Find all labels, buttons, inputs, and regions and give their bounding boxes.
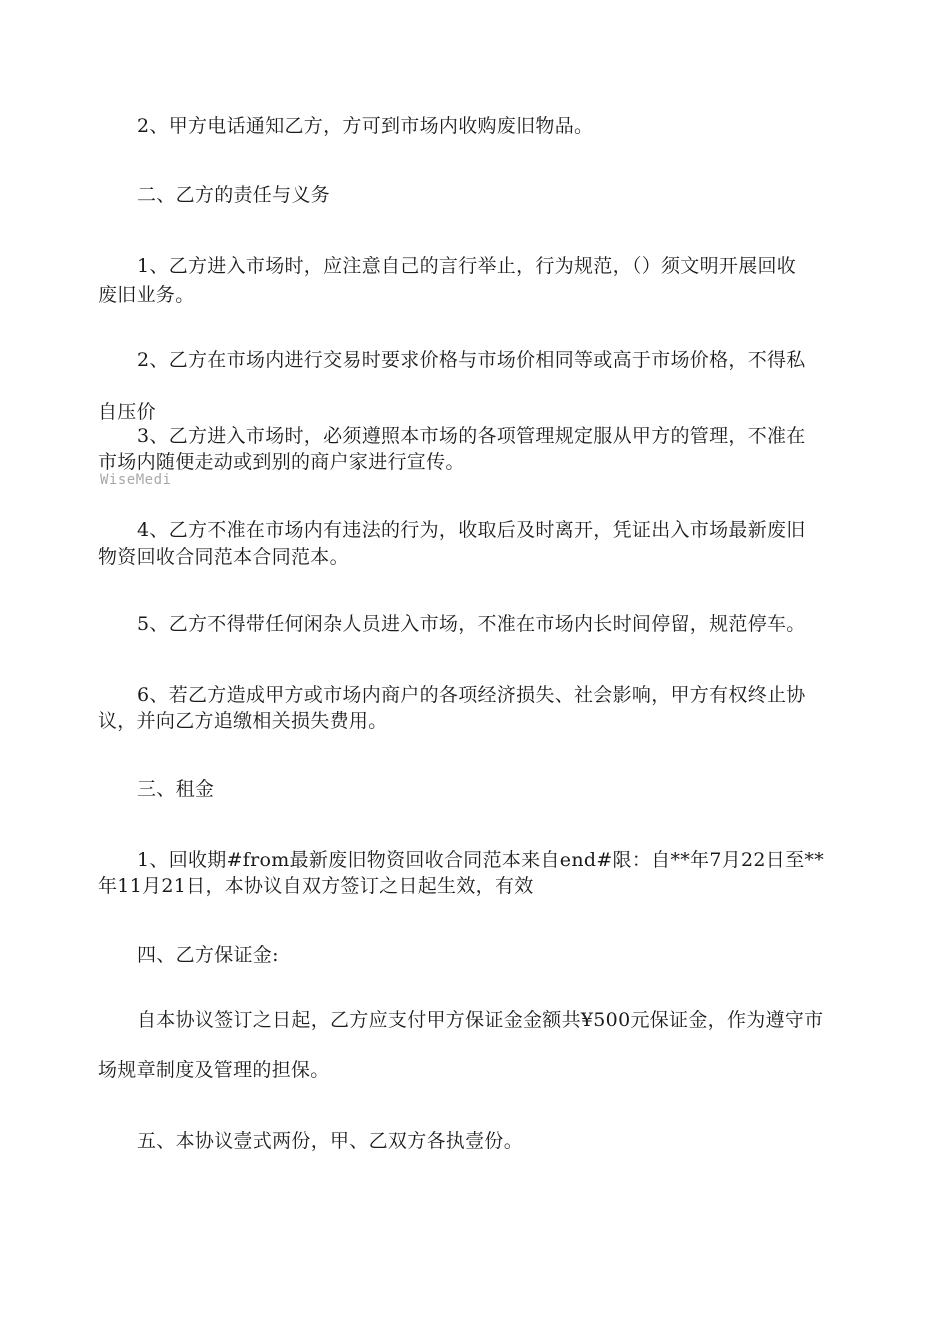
section-heading-rent: 三、租金 (137, 778, 215, 800)
clause-6-line-2: 议，并向乙方追缴相关损失费用。 (98, 710, 388, 732)
clause-3-line-1: 3、乙方进入市场时，必须遵照本市场的各项管理规定服从甲方的管理，不准在 (137, 425, 806, 447)
clause-6-line-1: 6、若乙方造成甲方或市场内商户的各项经济损失、社会影响，甲方有权终止协 (137, 684, 806, 706)
deposit-clause-line-2: 场规章制度及管理的担保。 (98, 1059, 330, 1081)
clause-2-line-2: 自压价 (98, 401, 156, 423)
clause-4-line-2: 物资回收合同范本合同范本。 (98, 546, 349, 568)
clause-4-line-1: 4、乙方不准在市场内有违法的行为，收取后及时离开，凭证出入市场最新废旧 (137, 519, 806, 541)
paragraph-notify-line: 2、甲方电话通知乙方，方可到市场内收购废旧物品。 (137, 115, 594, 137)
watermark-text: WiseMedi (100, 472, 172, 484)
clause-1-line-2: 废旧业务。 (98, 284, 195, 306)
clause-5-line: 5、乙方不得带任何闲杂人员进入市场，不准在市场内长时间停留，规范停车。 (137, 613, 806, 635)
clause-3-line-2: 市场内随便走动或到别的商户家进行宣传。 (98, 451, 465, 473)
clause-1-line-1: 1、乙方进入市场时，应注意自己的言行举止，行为规范，（）须文明开展回收 (137, 255, 797, 277)
rent-clause-line-1: 1、回收期#from最新废旧物资回收合同范本来自end#限：自**年7月22日至** (137, 849, 825, 871)
section-copies: 五、本协议壹式两份，甲、乙双方各执壹份。 (137, 1130, 524, 1152)
clause-2-line-1: 2、乙方在市场内进行交易时要求价格与市场价相同等或高于市场价格，不得私 (137, 349, 806, 371)
section-heading-responsibilities: 二、乙方的责任与义务 (137, 184, 331, 206)
section-heading-deposit: 四、乙方保证金: (137, 944, 279, 966)
deposit-clause-line-1: 自本协议签订之日起，乙方应支付甲方保证金金额共¥500元保证金，作为遵守市 (137, 1009, 824, 1031)
rent-clause-line-2: 年11月21日，本协议自双方签订之日起生效，有效 (98, 875, 534, 897)
